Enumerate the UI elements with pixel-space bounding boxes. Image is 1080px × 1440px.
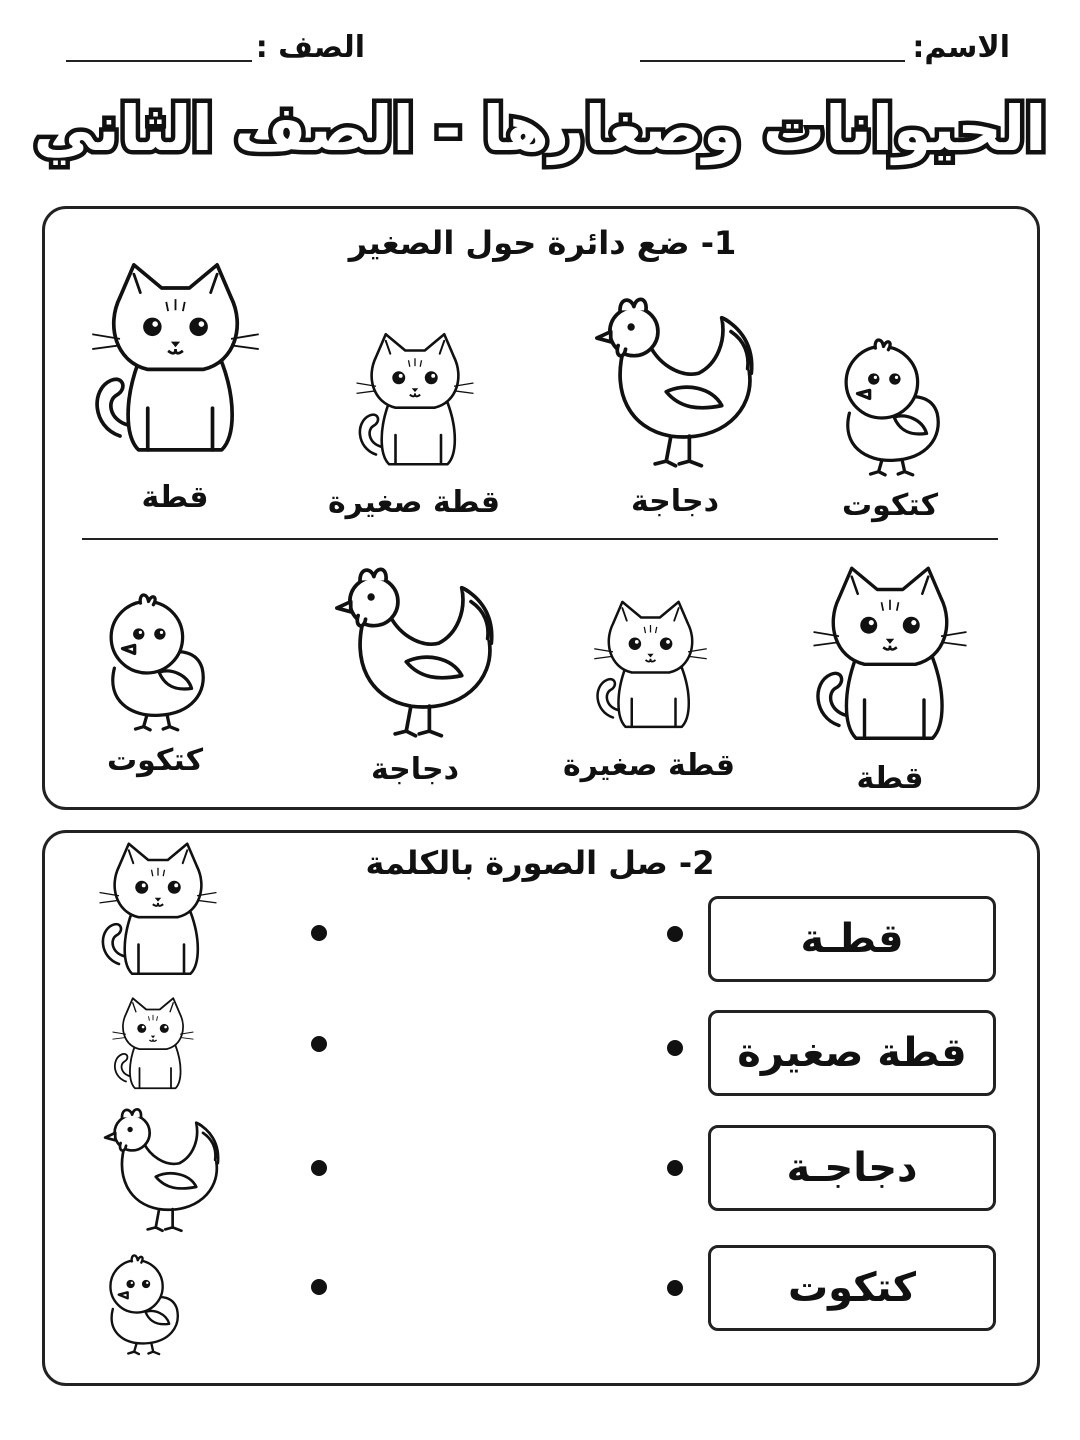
match-dot-picture-1[interactable]: [311, 925, 327, 941]
row2-label: كتكوت: [106, 743, 204, 778]
hen-icon: [95, 1100, 230, 1240]
chick-icon: [90, 585, 220, 735]
match-dot-picture-2[interactable]: [311, 1036, 327, 1052]
match-dot-word-4[interactable]: [667, 1280, 683, 1296]
hen-icon: [583, 285, 768, 480]
row1-label: قطة: [141, 480, 209, 515]
row2-label: دجاجة: [370, 752, 460, 787]
cat-icon: [93, 838, 223, 986]
cat-icon: [83, 252, 268, 472]
name-label: الاسم:: [912, 30, 1010, 65]
row1-item-hen[interactable]: [575, 285, 775, 519]
row1-item-chick[interactable]: [815, 330, 965, 523]
row1-item-kitten[interactable]: [327, 330, 500, 520]
name-field[interactable]: [640, 60, 905, 62]
match-dot-picture-4[interactable]: [311, 1279, 327, 1295]
word-box-chick[interactable]: كتكوت: [708, 1245, 996, 1331]
cat-icon: [805, 560, 975, 755]
kitten-icon: [350, 330, 480, 475]
section1-title: 1- ضع دائرة حول الصغير: [348, 224, 737, 262]
row2-item-hen[interactable]: [315, 555, 515, 787]
section1-divider: [82, 538, 998, 540]
match-dot-picture-3[interactable]: [311, 1160, 327, 1176]
match-dot-word-1[interactable]: [667, 926, 683, 942]
row2-item-kitten[interactable]: [562, 595, 735, 783]
row2-item-chick[interactable]: [85, 585, 225, 778]
page-title: الحيوانات وصغارها - الصف الثاني: [33, 92, 1047, 165]
kitten-icon: [108, 993, 198, 1098]
row2-label: قطة: [856, 761, 924, 796]
chick-icon: [825, 330, 955, 480]
row1-label: دجاجة: [630, 484, 720, 519]
row2-item-cat[interactable]: [795, 560, 985, 796]
class-label: الصف :: [255, 30, 365, 65]
row1-item-cat[interactable]: [80, 252, 270, 515]
section2-title: 2- صل الصورة بالكلمة: [365, 844, 715, 882]
word-box-kitten[interactable]: قطة صغيرة: [708, 1010, 996, 1096]
row1-label: قطة صغيرة: [327, 485, 500, 520]
match-dot-word-2[interactable]: [667, 1040, 683, 1056]
kitten-icon: [588, 595, 713, 740]
chick-icon: [95, 1248, 190, 1358]
hen-icon: [323, 555, 508, 750]
match-dot-word-3[interactable]: [667, 1160, 683, 1176]
row2-label: قطة صغيرة: [562, 748, 735, 783]
row1-label: كتكوت: [841, 488, 939, 523]
word-box-cat[interactable]: قطـة: [708, 896, 996, 982]
class-field[interactable]: [66, 60, 252, 62]
word-box-hen[interactable]: دجاجـة: [708, 1125, 996, 1211]
